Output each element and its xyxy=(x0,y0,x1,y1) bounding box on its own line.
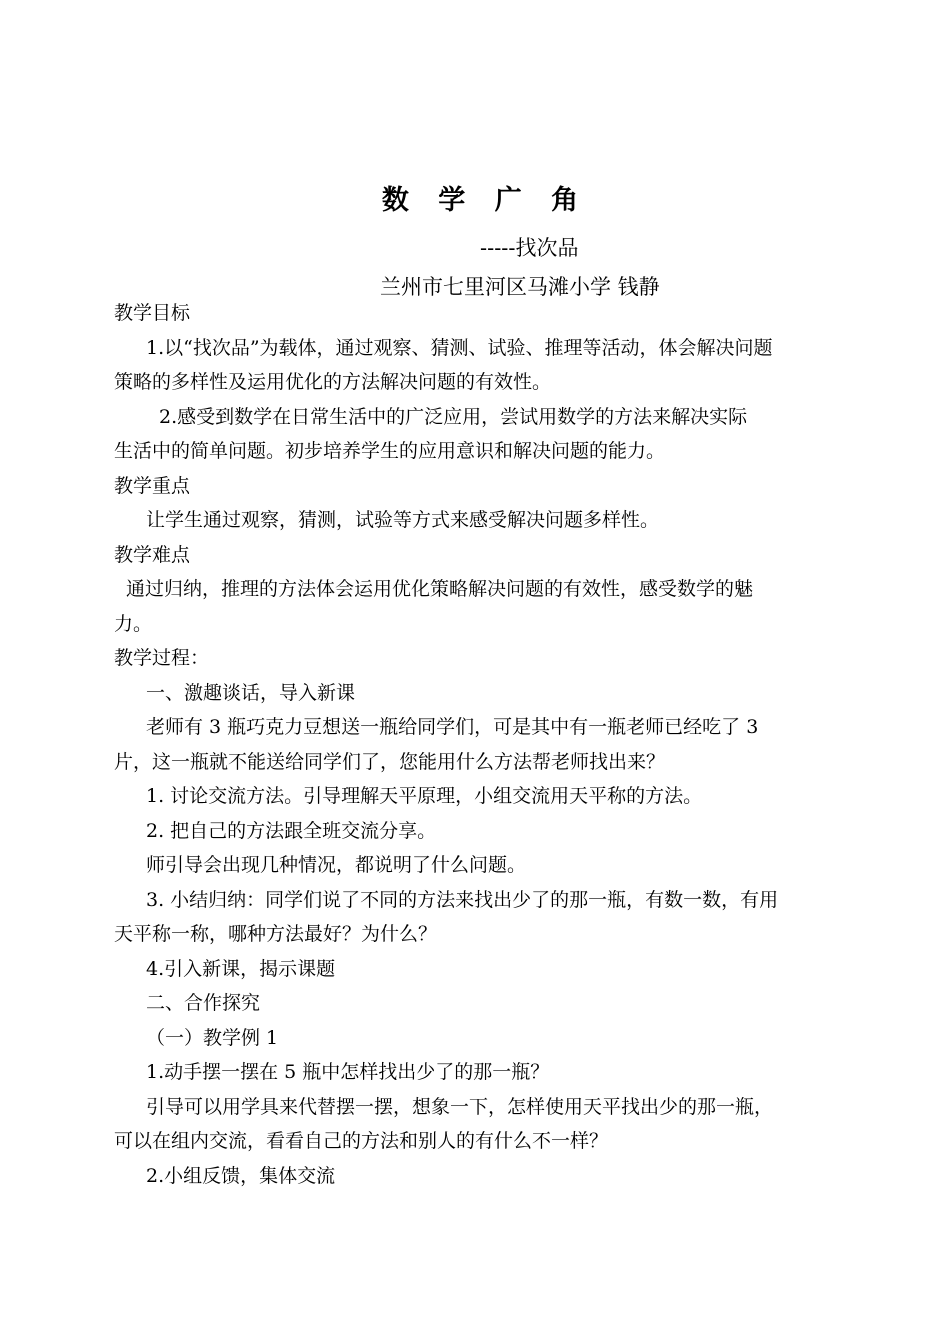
paragraph-line: 2.感受到数学在日常生活中的广泛应用，尝试用数学的方法来解决实际 xyxy=(159,405,748,428)
list-item: 2.小组反馈，集体交流 xyxy=(146,1164,336,1187)
subheading: 一、激趣谈话，导入新课 xyxy=(146,681,356,704)
paragraph-line: 老师有 3 瓶巧克力豆想送一瓶给同学们，可是其中有一瓶老师已经吃了 3 xyxy=(146,716,759,738)
subheading: （一）教学例 1 xyxy=(146,1026,279,1049)
paragraph-line: 通过归纳，推理的方法体会运用优化策略解决问题的有效性，感受数学的魅 xyxy=(126,578,754,600)
document-body xyxy=(114,296,862,1193)
section-heading-process: 教学过程： xyxy=(114,647,210,669)
paragraph-line: 生活中的简单问题。初步培养学生的应用意识和解决问题的能力。 xyxy=(114,440,666,462)
list-item: 3. 小结归纳：同学们说了不同的方法来找出少了的那一瓶，有数一数，有用 xyxy=(146,888,779,911)
subheading: 二、合作探究 xyxy=(146,992,261,1014)
paragraph-line: 可以在组内交流，看看自己的方法和别人的有什么不一样？ xyxy=(114,1130,609,1152)
paragraph-line: 1.以“找次品”为载体，通过观察、猜测、试验、推理等活动，体会解决问题 xyxy=(146,336,773,359)
paragraph-line: 片，这一瓶就不能送给同学们了，您能用什么方法帮老师找出来？ xyxy=(114,750,666,773)
paragraph-line: 策略的多样性及运用优化的方法解决问题的有效性。 xyxy=(114,371,552,393)
document-author: 兰州市七里河区马滩小学 钱静 xyxy=(380,275,660,299)
paragraph-line: 引导可以用学具来代替摆一摆，想象一下，怎样使用天平找出少的那一瓶， xyxy=(146,1095,774,1118)
list-item: 1. 讨论交流方法。引导理解天平原理，小组交流用天平称的方法。 xyxy=(146,785,703,807)
document-title: 数 学 广 角 xyxy=(381,185,589,216)
section-heading-difficulties: 教学难点 xyxy=(114,543,191,566)
paragraph-line: 让学生通过观察，猜测，试验等方式来感受解决问题多样性。 xyxy=(146,509,660,531)
list-item: 1.动手摆一摆在 5 瓶中怎样找出少了的那一瓶？ xyxy=(146,1061,550,1083)
paragraph-line: 力。 xyxy=(114,612,153,635)
section-heading-key-points: 教学重点 xyxy=(114,474,191,497)
section-heading-objectives: 教学目标 xyxy=(114,302,191,324)
paragraph-line: 天平称一称，哪种方法最好？为什么？ xyxy=(114,923,438,945)
document-subtitle: -----找次品 xyxy=(480,236,579,260)
list-item: 2. 把自己的方法跟全班交流分享。 xyxy=(146,819,437,842)
list-item: 4.引入新课，揭示课题 xyxy=(146,957,336,980)
paragraph-line: 师引导会出现几种情况，都说明了什么问题。 xyxy=(146,854,527,876)
